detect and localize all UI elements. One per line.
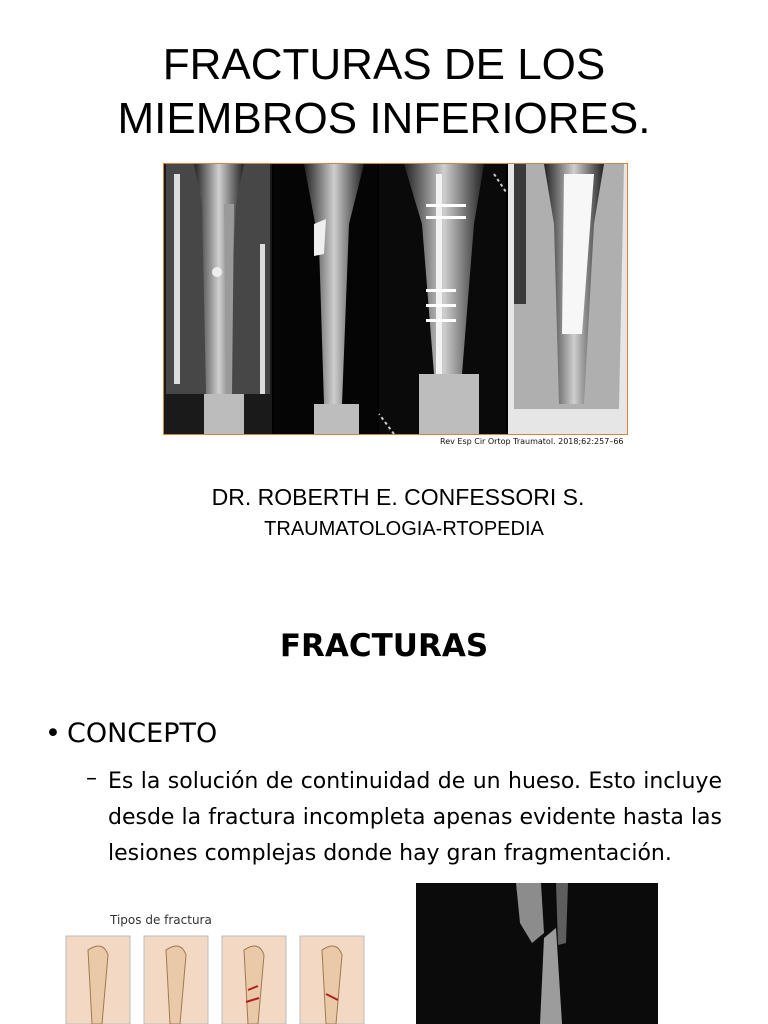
xray-illustration <box>164 164 628 435</box>
concept-definition: Es la solución de continuidad de un hueso. Esto incluye desde la fractura incompleta apenas evidente hasta las lesiones complejas donde hay gran fragmentación. <box>108 769 722 866</box>
bullet-marker: • <box>45 718 61 749</box>
title-line-2: MIEMBROS INFERIORES. <box>117 94 651 143</box>
sub-bullet-marker: – <box>86 766 97 791</box>
bullet-label: CONCEPTO <box>67 718 218 749</box>
author-name: DR. ROBERTH E. CONFESSORI S. <box>211 484 585 510</box>
slide-title <box>0 38 768 146</box>
section-title: FRACTURAS <box>279 628 489 664</box>
fracture-types-illustration <box>58 910 370 1024</box>
title-line-1: FRACTURAS DE LOS <box>162 40 606 89</box>
fracture-xray-illustration <box>416 883 658 1024</box>
bullet-concepto <box>45 718 217 749</box>
xray-image-panel <box>163 163 628 435</box>
author-specialty: TRAUMATOLOGIA-RTOPEDIA <box>264 518 544 540</box>
fracture-xray-image <box>416 883 658 1024</box>
fracture-types-figure <box>58 910 370 1024</box>
image-caption: Rev Esp Cir Ortop Traumatol. 2018;62:257–66 <box>440 437 624 446</box>
fracture-types-label: Tipos de fractura <box>110 913 212 927</box>
